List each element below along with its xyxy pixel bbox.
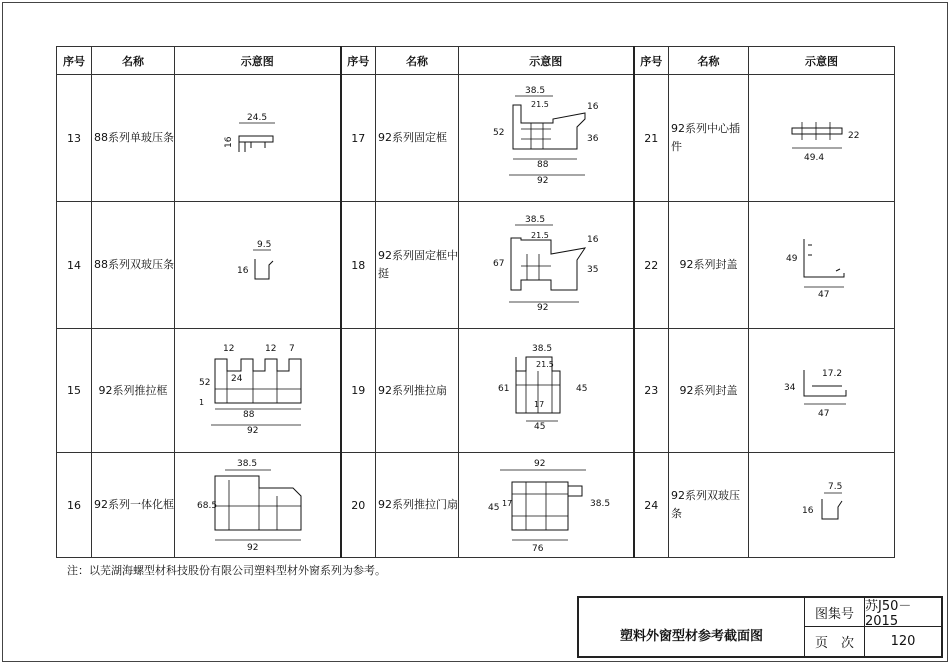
profile-diagram: [782, 356, 862, 426]
diagram-cell: [459, 202, 634, 329]
header-diagram: 示意图: [175, 47, 341, 75]
diagram-cell: [175, 453, 341, 558]
dim-label: 7.5: [827, 482, 842, 492]
footnote: 注：以芜湖海螺型材科技股份有限公司塑料型材外窗系列为参考。: [67, 564, 386, 577]
diagram-cell: [459, 75, 634, 202]
dim-label: 47: [817, 290, 829, 300]
seq-cell: 15: [57, 329, 92, 453]
seq-cell: 21: [634, 75, 669, 202]
profile-diagram: [217, 108, 297, 168]
name-cell: 92系列推拉扇: [376, 329, 459, 453]
dim-label: 35: [586, 265, 599, 275]
dim-label: 21.5: [530, 231, 549, 240]
profile-diagram: [217, 235, 297, 295]
dim-label: 67: [492, 259, 505, 269]
dim-label: 45: [487, 503, 500, 513]
profile-diagram: [782, 108, 862, 168]
dim-label: 21.5: [535, 359, 554, 369]
dim-label: 24: [231, 373, 243, 384]
dim-label: 16: [237, 266, 249, 276]
seq-cell: 13: [57, 75, 92, 202]
name-cell: 92系列固定框中挺: [376, 202, 459, 329]
profile-diagram: [782, 225, 862, 305]
table-row: [57, 329, 895, 453]
header-name: 名称: [669, 47, 749, 75]
diagram-cell: [175, 75, 341, 202]
dim-label: 38.5: [531, 343, 552, 354]
dim-label: 12: [265, 343, 277, 354]
seq-cell: 14: [57, 202, 92, 329]
dim-label: 68.5: [197, 501, 218, 511]
name-cell: 88系列双玻压条: [92, 202, 175, 329]
dim-label: 92: [536, 176, 549, 186]
name-cell: 92系列中心插件: [669, 75, 749, 202]
dim-label: 16: [801, 506, 813, 516]
header-diagram: 示意图: [749, 47, 895, 75]
name-cell: 92系列推拉门扇: [376, 453, 459, 558]
dim-label: 88: [243, 409, 255, 420]
dim-label: 16: [224, 136, 235, 148]
diagram-cell: [749, 75, 895, 202]
diagram-cell: [459, 453, 634, 558]
atlas-row: [805, 598, 941, 627]
profile-diagram: [197, 456, 317, 554]
dim-label: 47: [817, 408, 829, 419]
dim-label: 38.5: [524, 215, 545, 225]
dim-label: 9.5: [257, 240, 272, 250]
profile-diagram: [491, 210, 601, 320]
page-number: 120: [890, 634, 916, 649]
dim-label: 92: [247, 425, 259, 436]
dim-label: 34: [783, 382, 795, 393]
seq-cell: 19: [341, 329, 376, 453]
header-diagram: 示意图: [459, 47, 634, 75]
page-row: [805, 627, 941, 656]
dim-label: 17.2: [821, 368, 842, 379]
table-row: [57, 453, 895, 558]
dim-label: 38.5: [237, 459, 258, 469]
diagram-cell: [749, 329, 895, 453]
table-row: [57, 202, 895, 329]
dim-label: 22: [847, 131, 859, 141]
name-cell: 92系列双玻压条: [669, 453, 749, 558]
profile-diagram: [486, 456, 610, 554]
name-cell: 88系列单玻压条: [92, 75, 175, 202]
dim-label: 17: [501, 499, 512, 508]
profile-diagram: [197, 341, 317, 441]
dim-label: 52: [199, 377, 211, 388]
header-name: 名称: [376, 47, 459, 75]
dim-label: 92: [247, 543, 259, 553]
diagram-cell: [749, 202, 895, 329]
name-cell: 92系列固定框: [376, 75, 459, 202]
name-cell: 92系列封盖: [669, 202, 749, 329]
header-row: [57, 47, 895, 75]
seq-cell: 24: [634, 453, 669, 558]
drawing-title: 塑料外窗型材参考截面图: [579, 598, 805, 656]
name-cell: 92系列推拉框: [92, 329, 175, 453]
dim-label: 16: [586, 235, 599, 245]
dim-label: 49.4: [803, 153, 824, 163]
dim-label: 7: [289, 343, 295, 354]
atlas-label: 图集号: [805, 598, 865, 626]
seq-cell: 17: [341, 75, 376, 202]
profile-diagram: [491, 83, 601, 193]
dim-label: 38.5: [524, 86, 545, 96]
profile-table: [56, 46, 895, 558]
dim-label: 12: [223, 343, 235, 354]
seq-cell: 23: [634, 329, 669, 453]
seq-cell: 18: [341, 202, 376, 329]
dim-label: 36: [586, 134, 599, 144]
name-cell: 92系列封盖: [669, 329, 749, 453]
dim-label: 45: [575, 383, 588, 394]
dim-label: 38.5: [589, 499, 610, 509]
page-label: 页 次: [805, 627, 865, 656]
dim-label: 61: [497, 383, 510, 394]
header-seq: 序号: [634, 47, 669, 75]
dim-label: 1: [199, 397, 205, 407]
seq-cell: 22: [634, 202, 669, 329]
dim-label: 21.5: [530, 100, 549, 109]
diagram-cell: [459, 329, 634, 453]
name-cell: 92系列一体化框: [92, 453, 175, 558]
diagram-cell: [749, 453, 895, 558]
dim-label: 17: [533, 399, 544, 409]
table-row: [57, 75, 895, 202]
profile-diagram: [782, 475, 862, 535]
header-seq: 序号: [57, 47, 92, 75]
dim-label: 88: [536, 160, 549, 170]
title-block: [577, 596, 943, 658]
dim-label: 92: [536, 303, 549, 313]
seq-cell: 20: [341, 453, 376, 558]
dim-label: 52: [492, 128, 505, 138]
profile-diagram: [496, 341, 596, 441]
header-seq: 序号: [341, 47, 376, 75]
dim-label: 16: [586, 102, 599, 112]
dim-label: 45: [533, 421, 546, 432]
dim-label: 92: [533, 459, 546, 469]
dim-label: 76: [531, 544, 544, 554]
dim-label: 49: [785, 254, 797, 264]
dim-label: 24.5: [247, 113, 268, 123]
seq-cell: 16: [57, 453, 92, 558]
diagram-cell: [175, 329, 341, 453]
diagram-cell: [175, 202, 341, 329]
atlas-number: 苏J50－2015: [865, 599, 912, 629]
header-name: 名称: [92, 47, 175, 75]
